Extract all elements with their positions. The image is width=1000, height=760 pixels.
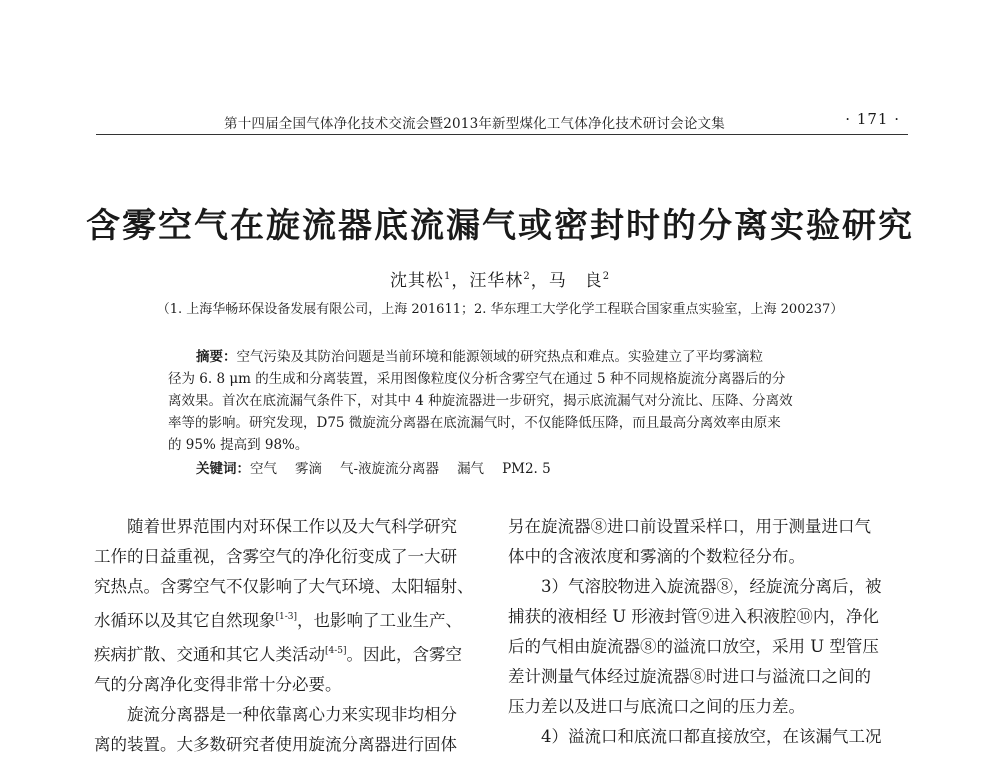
abstract-line: 离效果。首次在底流漏气条件下，对其中 4 种旋流器进一步研究，揭示底流漏气对分流比、压降、分离效 [168, 393, 793, 409]
abstract-line [168, 346, 848, 368]
body-line [94, 602, 514, 636]
abstract-line: 径为 6. 8 μm 的生成和分离装置，采用图像粒度仪分析含雾空气在通过 5 种不同规格旋流分离器后的分 [168, 371, 786, 387]
abstract-label: 摘要： [196, 349, 237, 365]
citation[interactable]: [1-3] [275, 612, 298, 622]
body-line: 工作的日益重视，含雾空气的净化衍变成了一大研 [94, 547, 457, 566]
abstract-line: 的 95% 提高到 98%。 [168, 437, 309, 453]
citation[interactable]: [4-5] [325, 646, 347, 656]
body-line: 差计测量气体经过旋流器⑧时进口与溢流口之间的 [508, 667, 871, 686]
author-affiliation-mark: 1 [443, 271, 452, 282]
author-name: 马 良 [548, 271, 603, 291]
keyword: 漏气 [457, 461, 485, 477]
body-text: 疾病扩散、交通和其它人类活动 [94, 645, 325, 664]
paper-title: 含雾空气在旋流器底流漏气或密封时的分离实验研究 [86, 206, 914, 246]
body-line [94, 636, 514, 670]
body-line: 4）溢流口和底流口都直接放空，在该漏气工况 [541, 727, 882, 746]
keywords-line [168, 458, 848, 480]
keyword: 气-液旋流分离器 [340, 461, 440, 477]
authors: 沈其松$^1$，汪华林$^2$，马 良$^2$ [389, 271, 611, 291]
keywords-label: 关键词： [196, 461, 250, 477]
author-name: 沈其松 [389, 271, 444, 291]
affiliations: （1. 上海华畅环保设备发展有限公司，上海 201611；2. 华东理工大学化学工程联合国家重点实验室，上海 200237） [156, 302, 844, 317]
body-text: 。因此，含雾空 [346, 645, 463, 664]
keyword: 空气 [250, 461, 277, 477]
abstract-line: 率等的影响。研究发现，D75 微旋流分离器在底流漏气时，不仅能降低压降，而且最高分离效率由原来 [168, 415, 781, 431]
running-title: 第十四届全国气体净化技术交流会暨2013年新型煤化工气体净化技术研讨会论文集 [224, 116, 725, 132]
body-line: 捕获的液相经 U 形液封管⑨进入积液腔⑩内，净化 [508, 607, 879, 626]
body-line: 随着世界范围内对环保工作以及大气科学研究 [127, 517, 457, 536]
abstract [168, 346, 848, 480]
body-line: 究热点。含雾空气不仅影响了大气环境、太阳辐射、 [94, 577, 474, 596]
body-right-column [508, 512, 928, 752]
keyword: 雾滴 [295, 461, 322, 477]
body-line: 压力差以及进口与底流口之间的压力差。 [508, 697, 805, 716]
author-affiliation-mark: 2 [602, 271, 611, 282]
body-line: 另在旋流器⑧进口前设置采样口，用于测量进口气 [508, 517, 871, 536]
body-line: 离的装置。大多数研究者使用旋流分离器进行固体 [94, 735, 457, 754]
author-affiliation-mark: 2 [523, 271, 531, 282]
body-line: 后的气相由旋流器⑧的溢流口放空，采用 U 型管压 [508, 637, 879, 656]
body-left-column [94, 512, 514, 760]
body-text: 水循环以及其它自然现象 [94, 611, 276, 630]
body-line: 3）气溶胶物进入旋流器⑧，经旋流分离后，被 [541, 577, 882, 596]
page-number: · 171 · [845, 110, 900, 128]
running-header [96, 106, 908, 135]
keyword: PM2. 5 [502, 461, 551, 477]
body-line: 体中的含液浓度和雾滴的个数粒径分布。 [508, 547, 805, 566]
author-name: 汪华林 [469, 271, 524, 291]
body-line: 气的分离净化变得非常十分必要。 [94, 675, 342, 694]
body-text: ，也影响了工业生产、 [297, 611, 463, 630]
abstract-text: 空气污染及其防治问题是当前环境和能源领域的研究热点和难点。实验建立了平均雾滴粒 [236, 349, 763, 365]
body-line: 旋流分离器是一种依靠离心力来实现非均相分 [127, 705, 457, 724]
